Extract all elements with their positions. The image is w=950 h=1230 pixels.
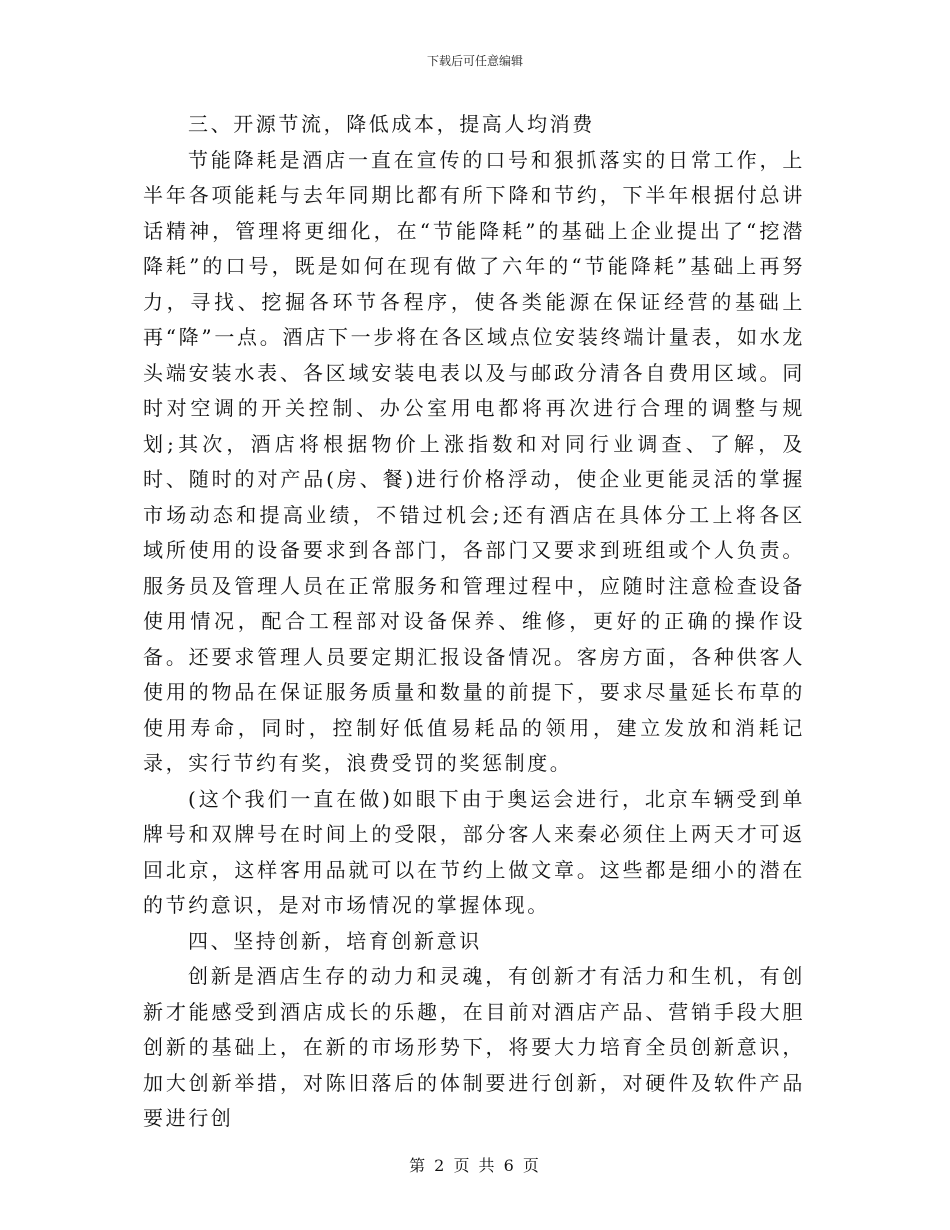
- paragraph-energy-saving: 节能降耗是酒店一直在宣传的口号和狠抓落实的日常工作，上半年各项能耗与去年同期比都有所下降和节约，下半年根据付总讲话精神，管理将更细化，在“节能降耗”的基础上企业提出了“挖潜降耗”的口号，既是如何在现有做了六年的“节能降耗”基础上再努力，寻找、挖掘各环节各程序，使各类能源在保证经营的基础上再“降”一点。酒店下一步将在各区域点位安装终端计量表，如水龙头端安装水表、各区域安装电表以及与邮政分清各自费用区域。同时对空调的开关控制、办公室用电都将再次进行合理的调整与规划;其次，酒店将根据物价上涨指数和对同行业调查、了解，及时、随时的对产品(房、餐)进行价格浮动，使企业更能灵活的掌握市场动态和提高业绩，不错过机会;还有酒店在具体分工上将各区域所使用的设备要求到各部门，各部门又要求到班组或个人负责。服务员及管理人员在正常服务和管理过程中，应随时注意检查设备使用情况，配合工程部对设备保养、维修，更好的正确的操作设备。还要求管理人员要定期汇报设备情况。客房方面，各种供客人使用的物品在保证服务质量和数量的前提下，要求尽量延长布草的使用寿命，同时，控制好低值易耗品的领用，建立发放和消耗记录，实行节约有奖，浪费受罚的奖惩制度。: [143, 147, 805, 775]
- section-heading-4: 四、坚持创新，培育创新意识: [188, 928, 482, 953]
- page-header: 下载后可任意编辑: [426, 54, 523, 68]
- section-heading-3: 三、开源节流，降低成本，提高人均消费: [188, 112, 595, 136]
- paragraph-olympics: (这个我们一直在做)如眼下由于奥运会进行，北京车辆受到单牌号和双牌号在时间上的受限，部分客人来秦必须住上两天才可返回北京，这样客用品就可以在节约上做文章。这些都是细小的潜在的节约意识，是对市场情况的掌握体现。: [143, 786, 805, 917]
- page-number: 第 2 页 共 6 页: [409, 1156, 541, 1175]
- paragraph-innovation: 创新是酒店生存的动力和灵魂，有创新才有活力和生机，有创新才能感受到酒店成长的乐趣，在目前对酒店产品、营销手段大胆创新的基础上，在新的市场形势下，将要大力培育全员创新意识，加大创新举措，对陈旧落后的体制要进行创新，对硬件及软件产品要进行创: [143, 964, 805, 1130]
- document-body: [143, 107, 805, 1137]
